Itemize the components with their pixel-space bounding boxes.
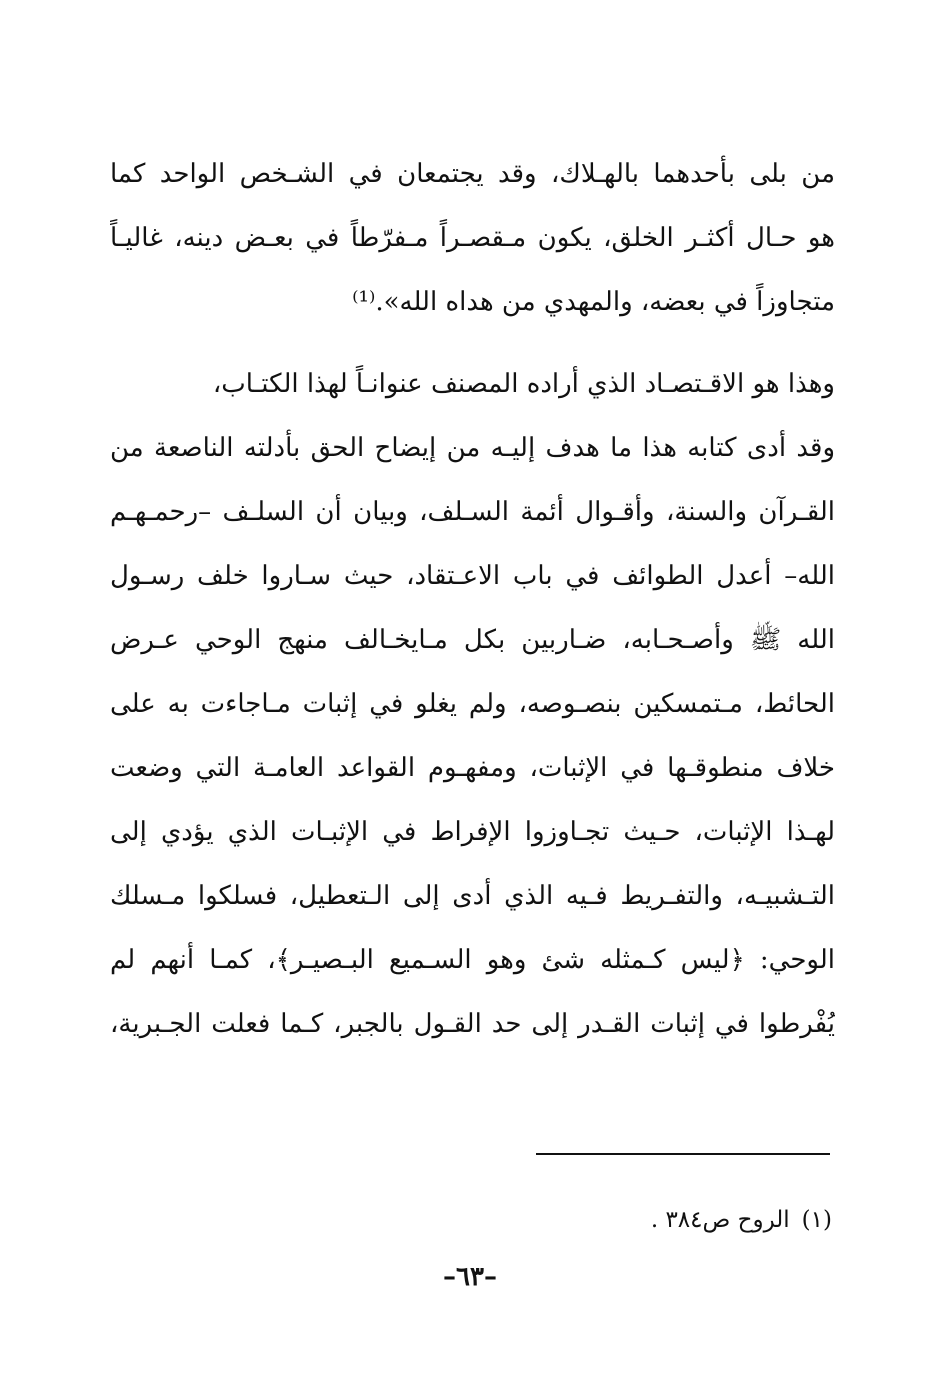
text-line: الحائط، مـتمسكين بنصـوصه، ولم يغلو في إثبات مـاجاءت به على — [110, 689, 835, 719]
text-line: الله– أعدل الطوائف في باب الاعـتقاد، حيث سـاروا خلف رسـول — [110, 561, 835, 591]
footnote-separator — [536, 1153, 830, 1155]
text-line: القـرآن والسنة، وأقـوال أئمة السـلف، وبيان أن السلـف –رحمـهـم — [110, 497, 835, 527]
page-number: –٦٣– — [443, 1262, 497, 1292]
footnote-number: (١) — [801, 1207, 832, 1233]
text-line: وهذا هو الاقـتصـاد الذي أراده المصنف عنوانـاً لهذا الكتـاب، — [212, 369, 835, 399]
text-line: الله ﷺ وأصـحـابه، ضـاربين بكل مـايخـالف منهج الوحي عـرض — [110, 625, 835, 655]
text-line: خلاف منطوقـها في الإثبات، ومفهـوم القواعد العامـة التي وضعت — [110, 753, 835, 783]
text-line: وقد أدى كتابه هذا ما هدف إليـه من إيضاح الحق بأدلته الناصعة من — [110, 433, 835, 463]
text-line: متجاوزاً في بعضه، والمهدي من هداه الله».⁽¹⁾ — [352, 287, 835, 317]
paragraph-2 — [110, 352, 835, 1056]
paragraph-1 — [110, 142, 835, 334]
footnote — [400, 1200, 832, 1240]
text-line: الوحي: ﴿ليس كـمثله شئ وهو السـميع البـصيـر﴾، كمـا أنهم لم — [110, 945, 835, 975]
text-line: التـشبيـه، والتفـريط فـيه الذي أدى إلى الـتعطيل، فسلكوا مـسلك — [110, 881, 835, 911]
text-line: لهـذا الإثبات، حـيث تجـاوزوا الإفراط في الإثبـات الذي يؤدي إلى — [110, 817, 835, 847]
text-line: يُفْرطوا في إثبات القـدر إلى حد القـول بالجبر، كـما فعلت الجـبرية، — [110, 1009, 835, 1039]
text-line: هو حـال أكثـر الخلق، يكون مـقصـراً مـفرّطاً في بعـض دينه، غاليـاً — [110, 223, 835, 253]
text-line: من بلى بأحدهما بالهـلاك، وقد يجتمعان في الشـخص الواحد كما — [110, 159, 835, 189]
footnote-text: الروح ص٣٨٤ . — [650, 1207, 790, 1233]
